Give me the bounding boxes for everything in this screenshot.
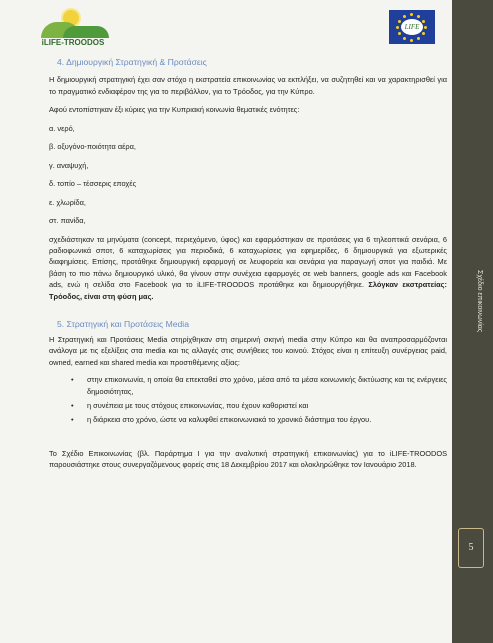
bullet-item: • η διάρκεια στο χρόνο, ώστε να καλυφθεί επικοινωνιακά το χρονικό διάστημα του έργου. [49,414,447,425]
ilife-troodos-logo [33,8,113,50]
campaign-slogan: Σλόγκαν εκστρατείας: Τρόοδος, είναι στη φύση μας. [49,280,447,301]
page-number: 5 [468,542,474,553]
sidebar-label: Σχέδιο επικοινωνίας [476,270,483,333]
bullet-list [49,374,447,426]
hill-icon [63,26,109,38]
document-body [49,56,447,471]
paragraph: Αφού εντοπίστηκαν έξι κύριες για την Κυπριακή κοινωνία θεματικές ενότητες: [49,105,300,115]
paragraph: Η δημιουργική στρατηγική έχει σαν στόχο η εκστρατεία επικοινωνίας να εκπλήξει, να συζητηθεί και να χαρακτηρισθεί για το πραγματικό ενδιαφέρον της για το περιβάλλον, για το Τρόοδος, για την Κύπρο. [49,75,447,96]
life-logo-text: LIFE [401,19,423,35]
list-item: β. οξυγόνο-ποιότητα αέρα, [49,142,136,152]
list-item: στ. πανίδα, [49,216,86,226]
list-item: δ. τοπίο – τέσσερις εποχές [49,179,137,189]
list-item: ε. χλωρίδα, [49,197,86,207]
logo-text: iLIFE-TROODOS [41,38,105,47]
bullet-item: • η συνέπεια με τους στόχους επικοινωνίας, που έχουν καθοριστεί και [49,400,447,411]
bullet-item: • στην επικοινωνία, η οποία θα επεκταθεί στο χρόνο, μέσα από τα μέσα κοινωνικής δικτύωσης και τις ενέργειες δημοσιότητας, [49,374,447,397]
eu-life-logo [389,10,435,44]
section-heading: 4. Δημιουργική Στρατηγική & Προτάσεις [57,57,207,67]
paragraph [49,234,447,303]
paragraph: Το Σχέδιο Επικοινωνίας (βλ. Παράρτημα I για την αναλυτική στρατηγική επικοινωνίας) για το iLIFE-TROODOS παρουσιάστηκε στους συνεργαζόμενους φορείς στις 18 Δεκεμβρίου 2017 και ολοκληρώθηκε τον Ιανουάριο 2018. [49,448,447,470]
list-item: α. νερό, [49,123,75,133]
list-item: γ. αναψυχή, [49,160,89,170]
section-heading: 5. Στρατηγική και Προτάσεις Media [57,319,189,330]
paragraph-text: σχεδιάστηκαν τα μηνύματα (concept, περιεχόμενο, ύφος) και εφαρμόστηκαν σε προτάσεις για 6 τηλεοπτικά σενάρια, 6 ραδιοφωνικά σποτ, 6 καταχωρίσεις για περιοδικά, 6 καταχωρίσεις για εφημερίδες, 6 δημιουργικά για εξωτερικές διαφημίσεις. Επίσης, προτάθηκε δημιουργική εφαρμογή σε λευφορεία και σενάρια για παραγωγή σποτ για παιδιά. Με βάση το πιο πάνω δημιουργικό υλικό, θα γίνουν στην συνέχεια εφαρμογές σε web banners, google ads και Facebook ads, ενώ η σελίδα στο Facebook για το iLIFE-TROODOS προτάθηκε και δημιουργήθηκε. [49,234,447,290]
page-number-box [458,528,484,568]
paragraph: Η Στρατηγική και Προτάσεις Media στηρίχθηκαν στη σημερινή σκηνή media στην Κύπρο και θα αναπροσαρμόζονται ανάλογα με τις εξελίξεις στα media και τις αλλαγές στις συνήθειες του κοινού. Στόχος είναι η επίτευξη συνέργειας paid, owned, earned και shared media και προστιθέμενης αξίας: [49,334,447,367]
